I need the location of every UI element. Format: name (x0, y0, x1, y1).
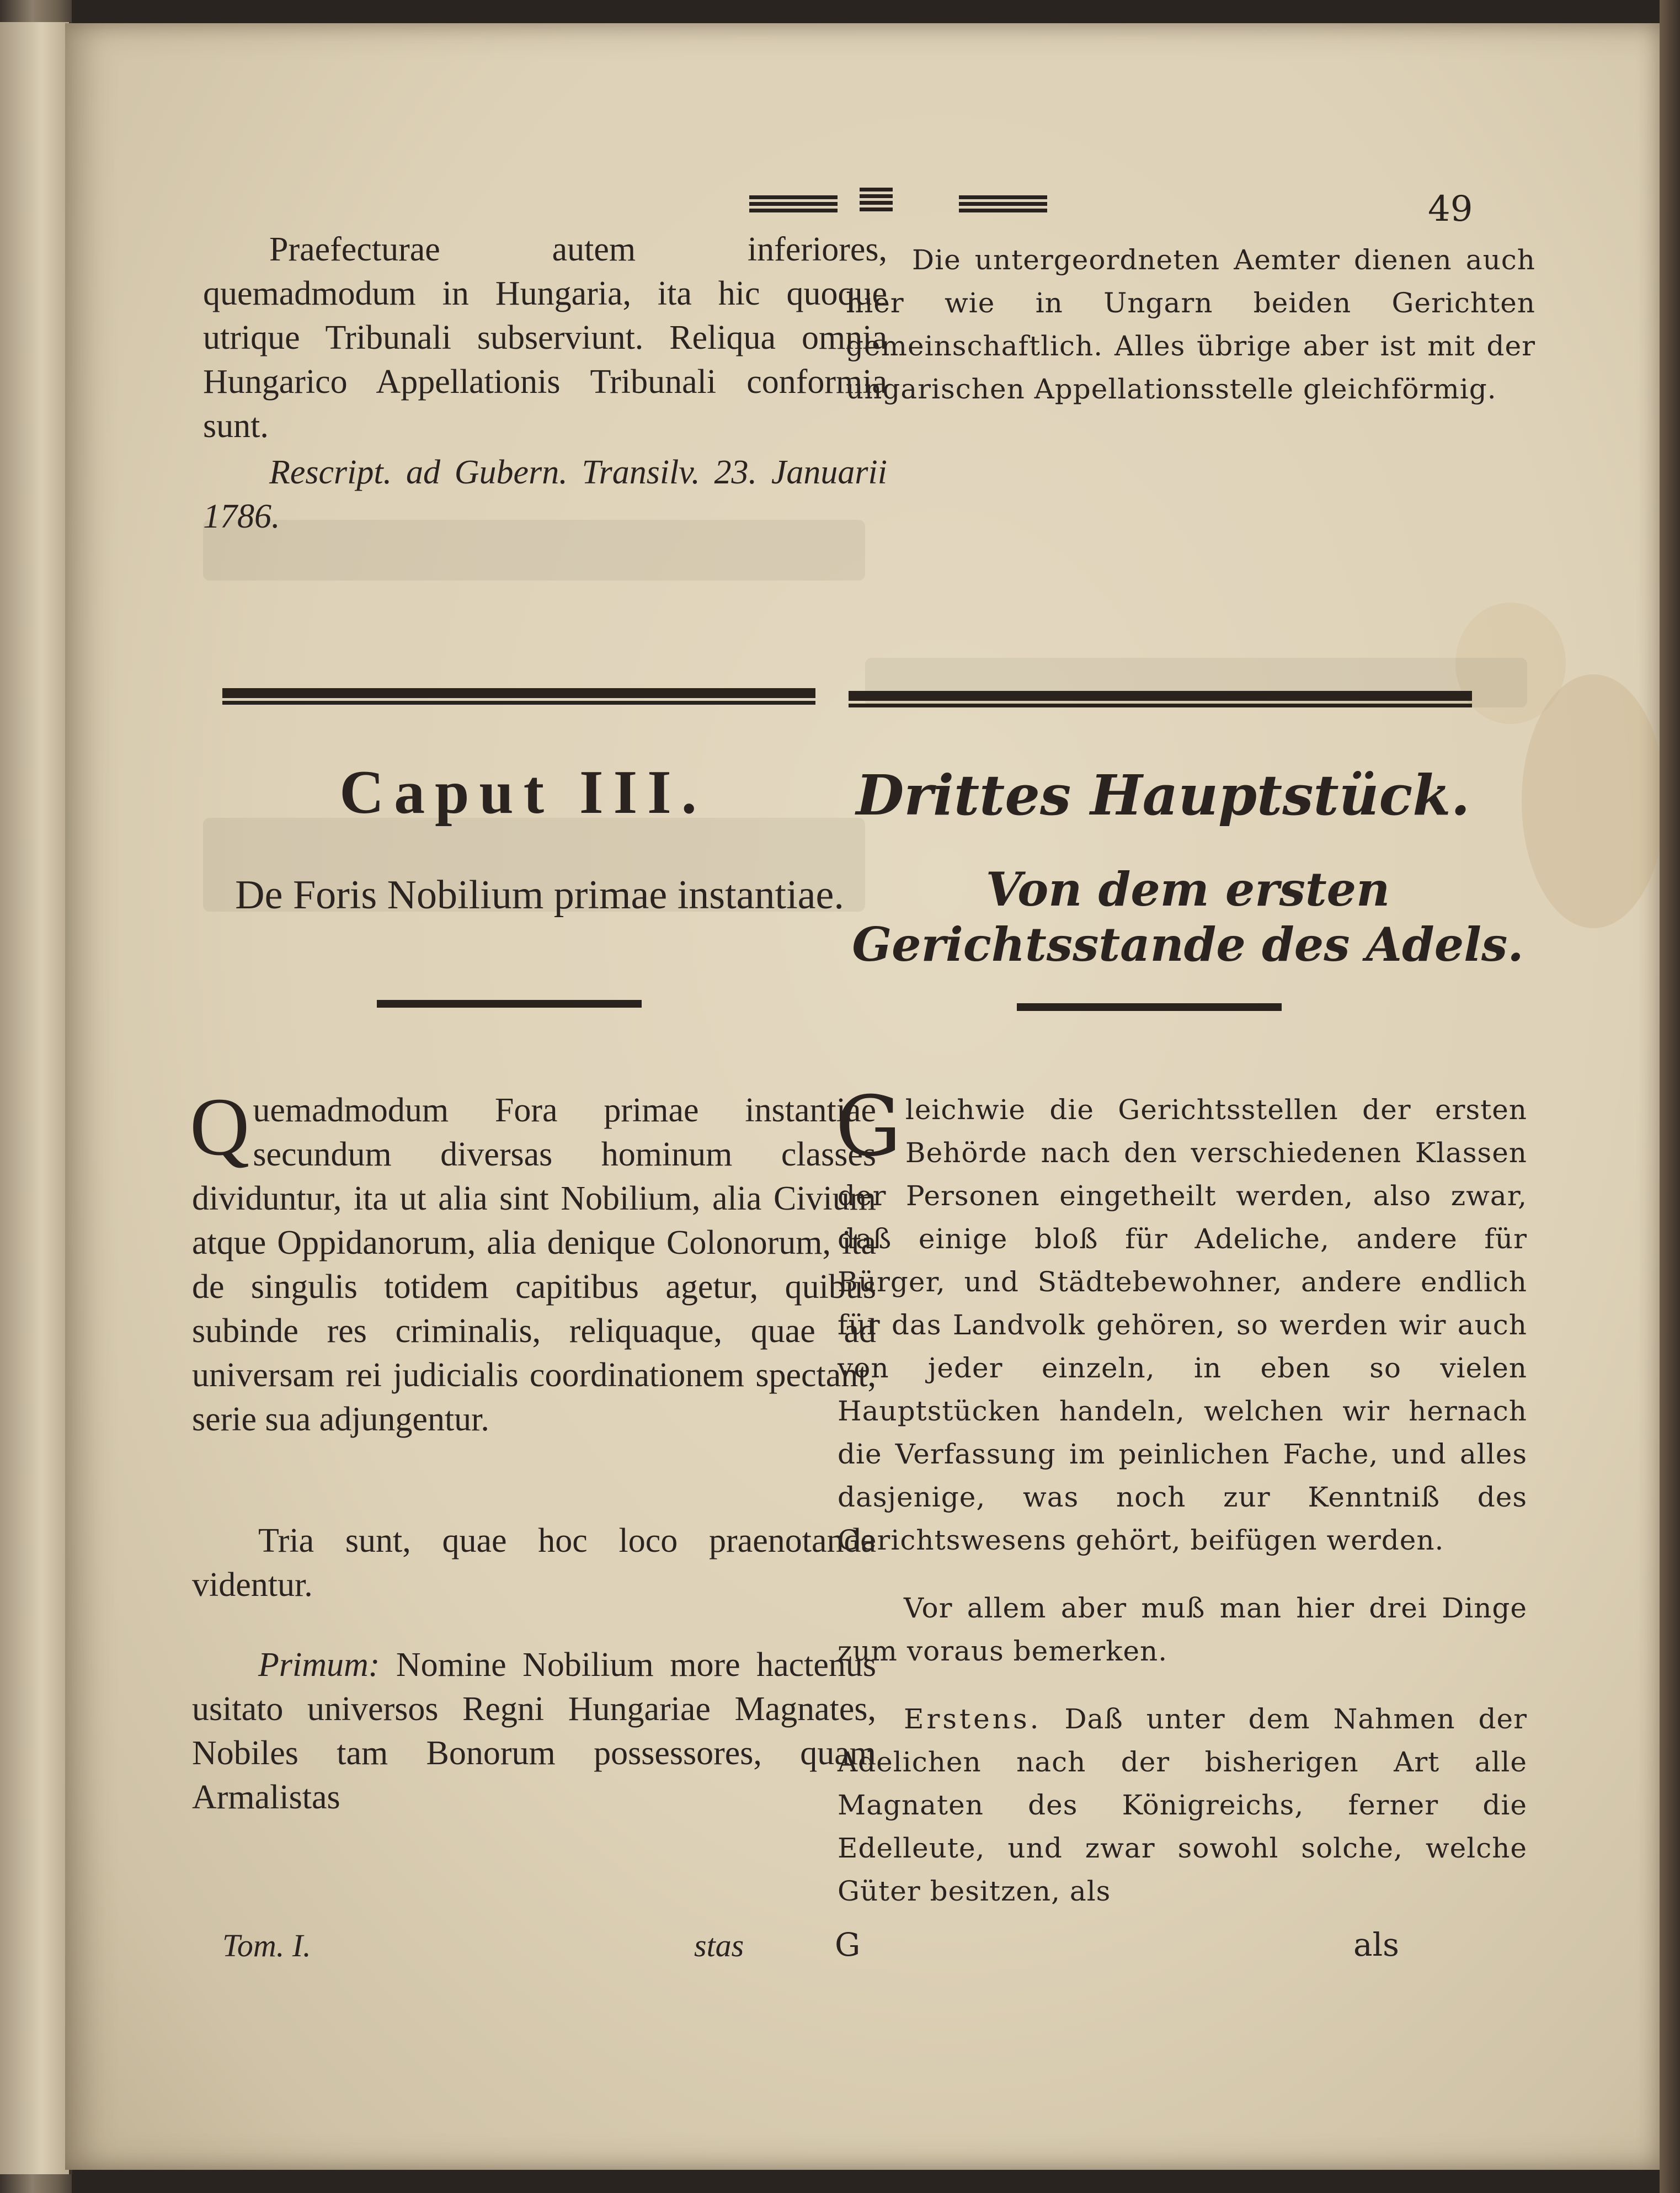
section-rule-latin (222, 688, 815, 705)
latin-paragraph-1 (190, 1081, 876, 1441)
section-rule-german (849, 691, 1472, 707)
top-german-paragraph: Die untergeordneten Aemter dienen auch hier wie in Ungarn beiden Gerichten gemeinschaftlich. Alles übrige aber ist mit der ungarischen Appellationsstelle gleichförmig. (846, 244, 1535, 405)
signature-mark-german: G (835, 1926, 861, 1963)
catchword-latin: stas (694, 1928, 744, 1963)
latin-paragraph-3 (192, 1643, 876, 1819)
title-underline-latin (377, 1000, 642, 1008)
book-right-edge (1660, 0, 1680, 2193)
german-paragraph-3-text: Daß unter dem Nahmen der Adelichen nach der bisherigen Art alle Magnaten des Königreichs, ferner die Edelleute, und zwar sowohl solche, welche Güter besitzen, als (838, 1703, 1527, 1907)
top-german-column (846, 238, 1535, 411)
title-underline-german (1017, 1003, 1282, 1011)
latin-paragraph-3-label: Primum: (258, 1646, 380, 1684)
german-paragraph-1-text: leichwie die Gerichtsstellen der ersten Behörde nach den verschiedenen Klassen der Personen eingetheilt werden, also zwar, daß einige bloß für Adeliche, andere für Bürger, und Städtebewohner, andere endlich für das Landvolk gehören, so werden wir auch von jeder einzeln, in eben so vielen Hauptstücken handeln, welchen wir hernach die Verfassung im peinlichen Fache, und alles dasjenige, was noch zur Kenntniß des Gerichtswesens gehört, beifügen werden. (838, 1094, 1527, 1556)
german-paragraph-3-label: Erstens. (904, 1703, 1042, 1735)
german-paragraph-3 (838, 1697, 1527, 1913)
german-paragraph-2: Vor allem aber muß man hier drei Dinge zum voraus bemerken. (838, 1592, 1527, 1667)
body-german-column (835, 1079, 1527, 1913)
chapter-title-latin: De Foris Nobilium primae instantiae. (235, 872, 844, 918)
top-latin-citation: Rescript. ad Gubern. Transilv. 23. Januarii 1786. (203, 454, 887, 535)
header-ornament (678, 183, 1064, 222)
chapter-title-german: Von dem ersten Gerichtsstande des Adels. (852, 862, 1524, 972)
page-number: 49 (1428, 189, 1473, 230)
chapter-heading-german: Drittes Hauptstück. (856, 763, 1470, 828)
latin-paragraph-2: Tria sunt, quae hoc loco praenotanda videntur. (192, 1522, 876, 1604)
german-dropcap: G (835, 1079, 902, 1175)
book-page (65, 23, 1660, 2170)
top-latin-column (203, 227, 887, 539)
latin-paragraph-3-text: Nomine Nobilium more hactenus usitato universos Regni Hungariae Magnates, Nobiles tam Bonorum possessores, quam Armalistas (192, 1646, 876, 1816)
previous-page-edge (0, 22, 72, 2174)
chapter-heading-latin: Caput III. (339, 758, 707, 827)
german-paragraph-1 (835, 1079, 1527, 1562)
signature-mark-latin: Tom. I. (222, 1928, 311, 1963)
top-latin-paragraph: Praefecturae autem inferiores, quemadmodum in Hungaria, ita hic quoque utrique Tribunali subserviunt. Reliqua omnia Hungarico Appellationis Tribunali conformia sunt. (203, 231, 887, 445)
body-latin-column (190, 1081, 876, 1819)
catchword-german: als (1353, 1926, 1399, 1963)
latin-dropcap: Q (190, 1081, 250, 1173)
latin-paragraph-1-text: uemadmodum Fora primae instantiae secundum diversas hominum classes dividuntur, ita ut alia sint Nobilium, alia Civium atque Oppidanorum, alia denique Colonorum, ita de singulis totidem capitibus agetur, quibus subinde res criminalis, reliquaque, quae ad universam rei judicialis coordinationem spectant, serie sua adjungentur. (192, 1092, 876, 1438)
